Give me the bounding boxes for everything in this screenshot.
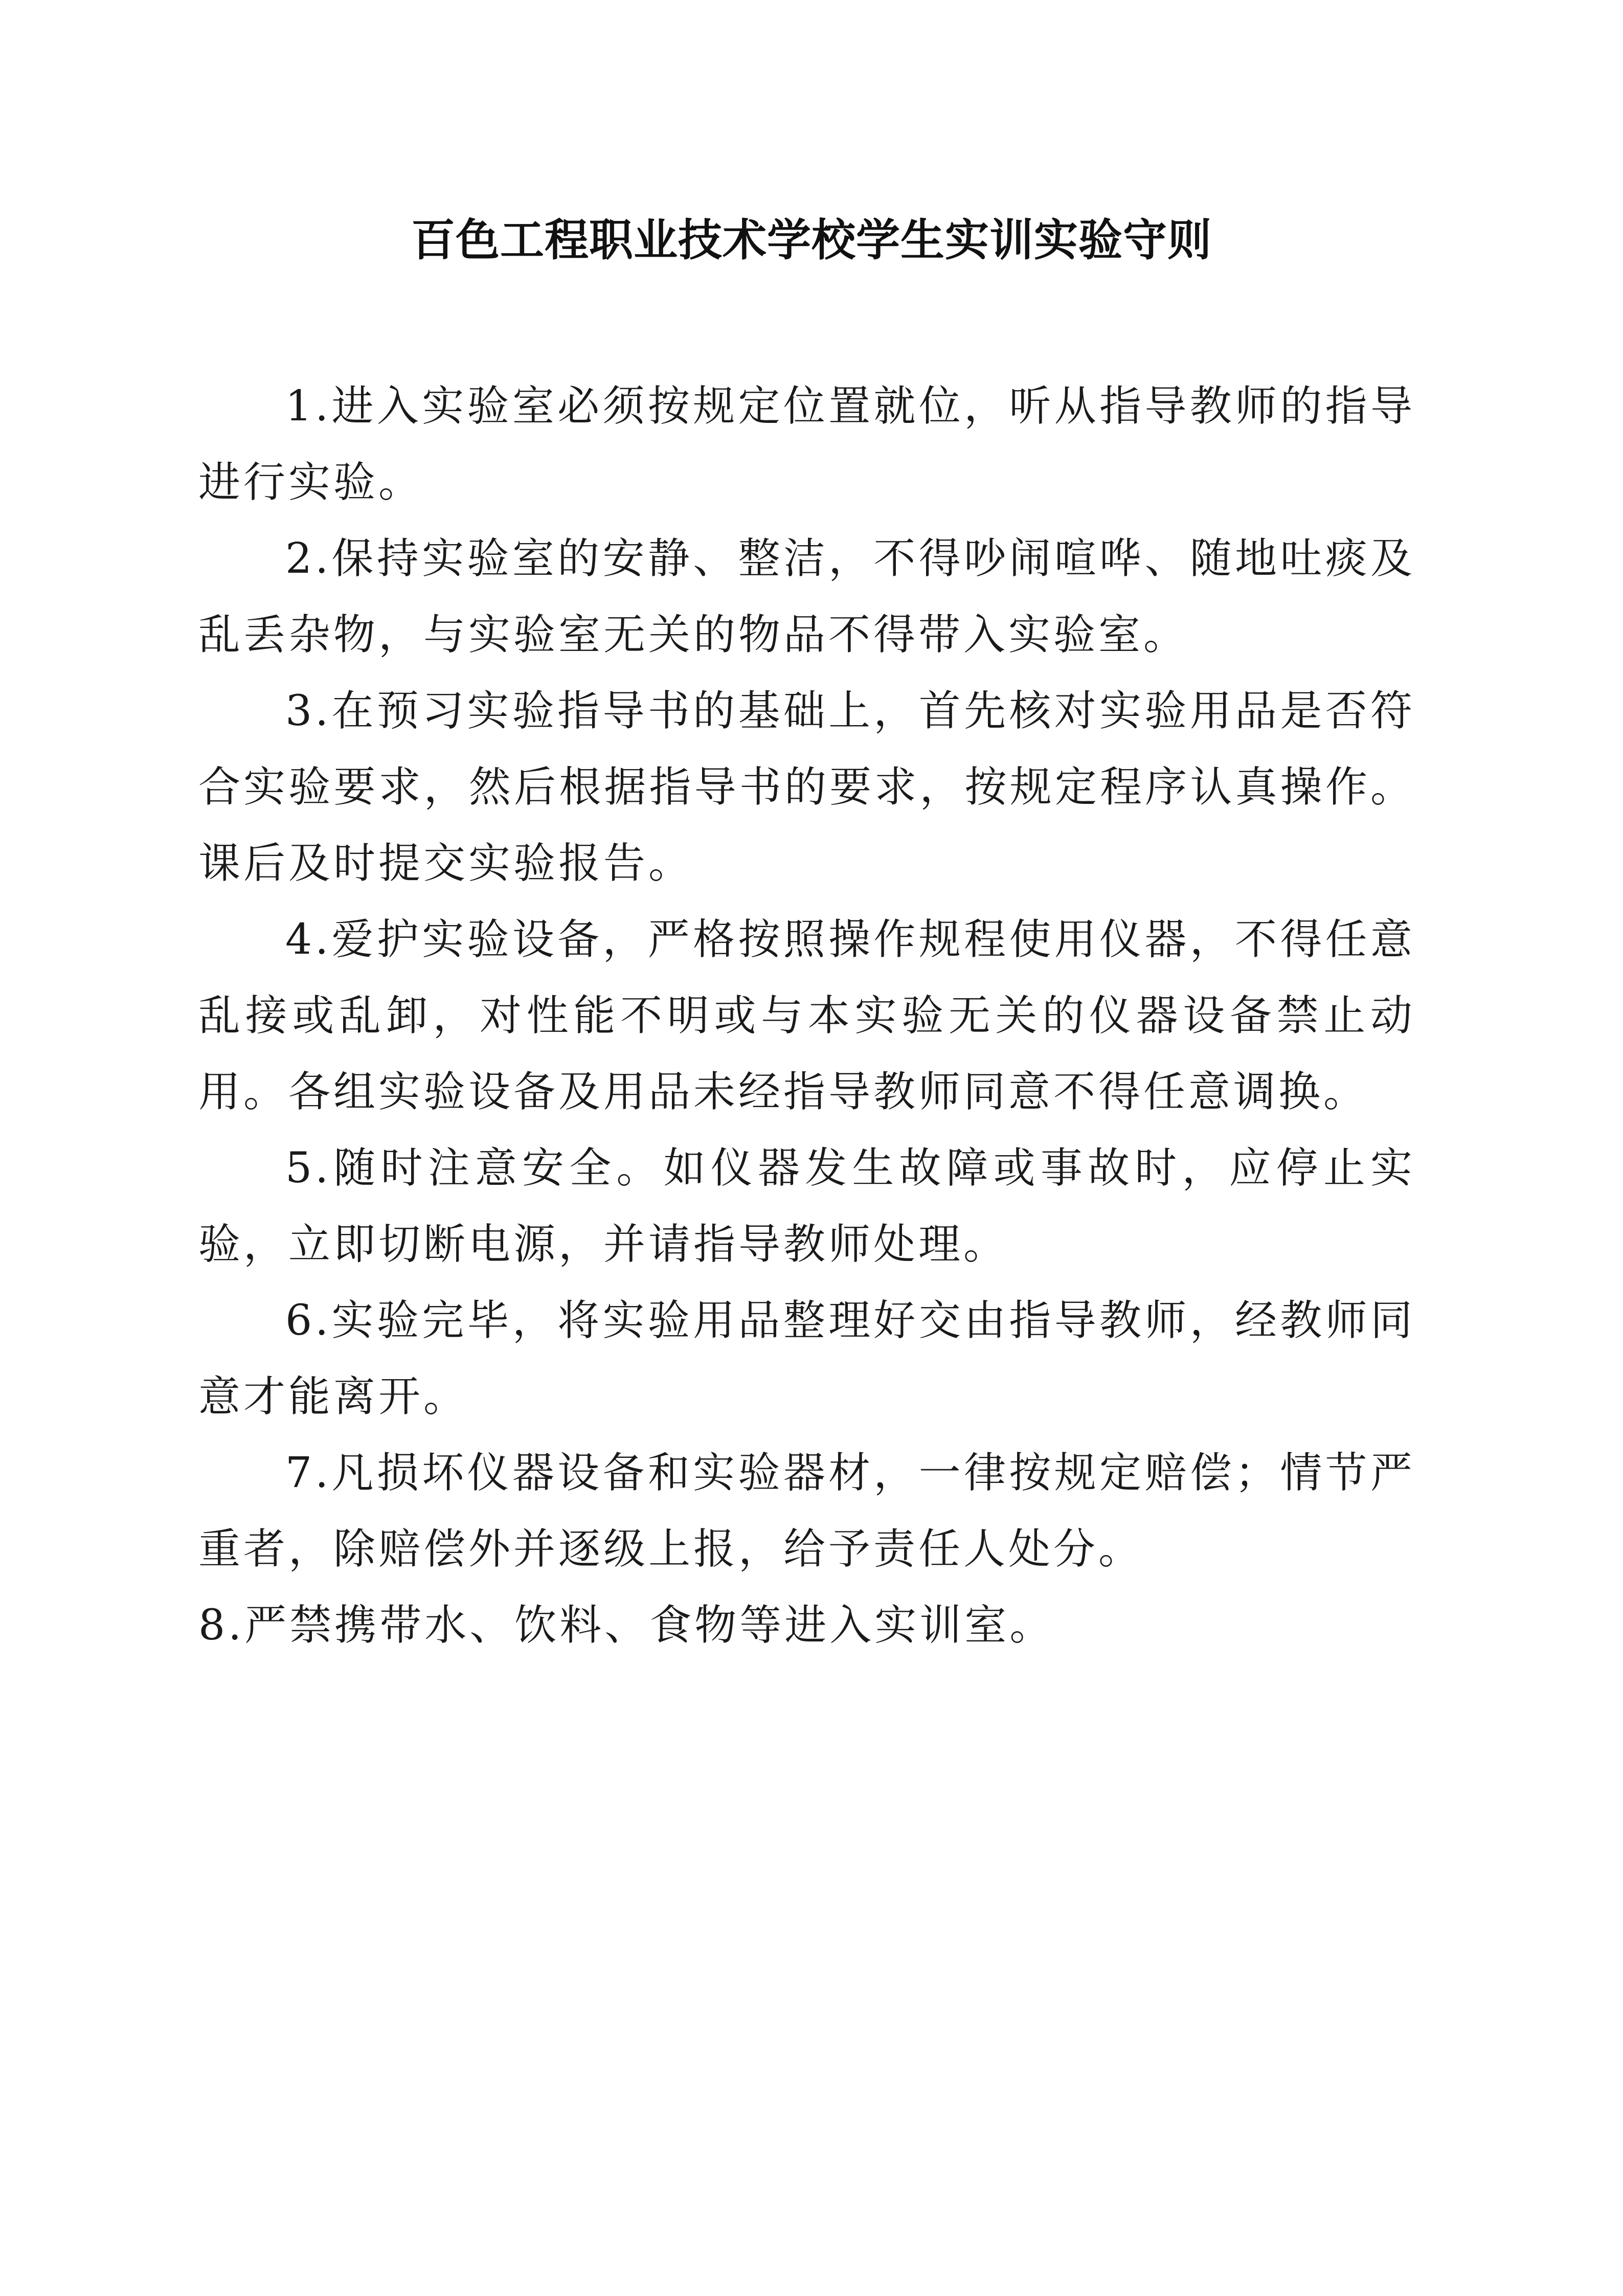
rule-item-1: 1.进入实验室必须按规定位置就位，听从指导教师的指导进行实验。: [198, 382, 1415, 507]
rule-item-6: 6.实验完毕，将实验用品整理好交由指导教师，经教师同意才能离开。: [198, 1296, 1415, 1421]
rule-item-5: 5.随时注意安全。如仪器发生故障或事故时，应停止实验，立即切断电源，并请指导教师处理。: [198, 1144, 1415, 1269]
rule-item-7: 7.凡损坏仪器设备和实验器材，一律按规定赔偿；情节严重者，除赔偿外并逐级上报，给予责任人处分。: [198, 1449, 1415, 1573]
rules-list: [198, 368, 1415, 1663]
document-title: 百色工程职业技术学校学生实训实验守则: [411, 215, 1212, 266]
rule-item-2: 2.保持实验室的安静、整洁，不得吵闹喧哗、随地吐痰及乱丢杂物，与实验室无关的物品不得带入实验室。: [198, 534, 1415, 659]
rule-item-8: 8.严禁携带水、饮料、食物等进入实训室。: [198, 1601, 1055, 1650]
rule-item-4: 4.爱护实验设备，严格按照操作规程使用仪器，不得任意乱接或乱卸，对性能不明或与本实验无关的仪器设备禁止动用。各组实验设备及用品未经指导教师同意不得任意调换。: [198, 915, 1415, 1116]
rule-item-3: 3.在预习实验指导书的基础上，首先核对实验用品是否符合实验要求，然后根据指导书的要求，按规定程序认真操作。课后及时提交实验报告。: [198, 687, 1415, 888]
